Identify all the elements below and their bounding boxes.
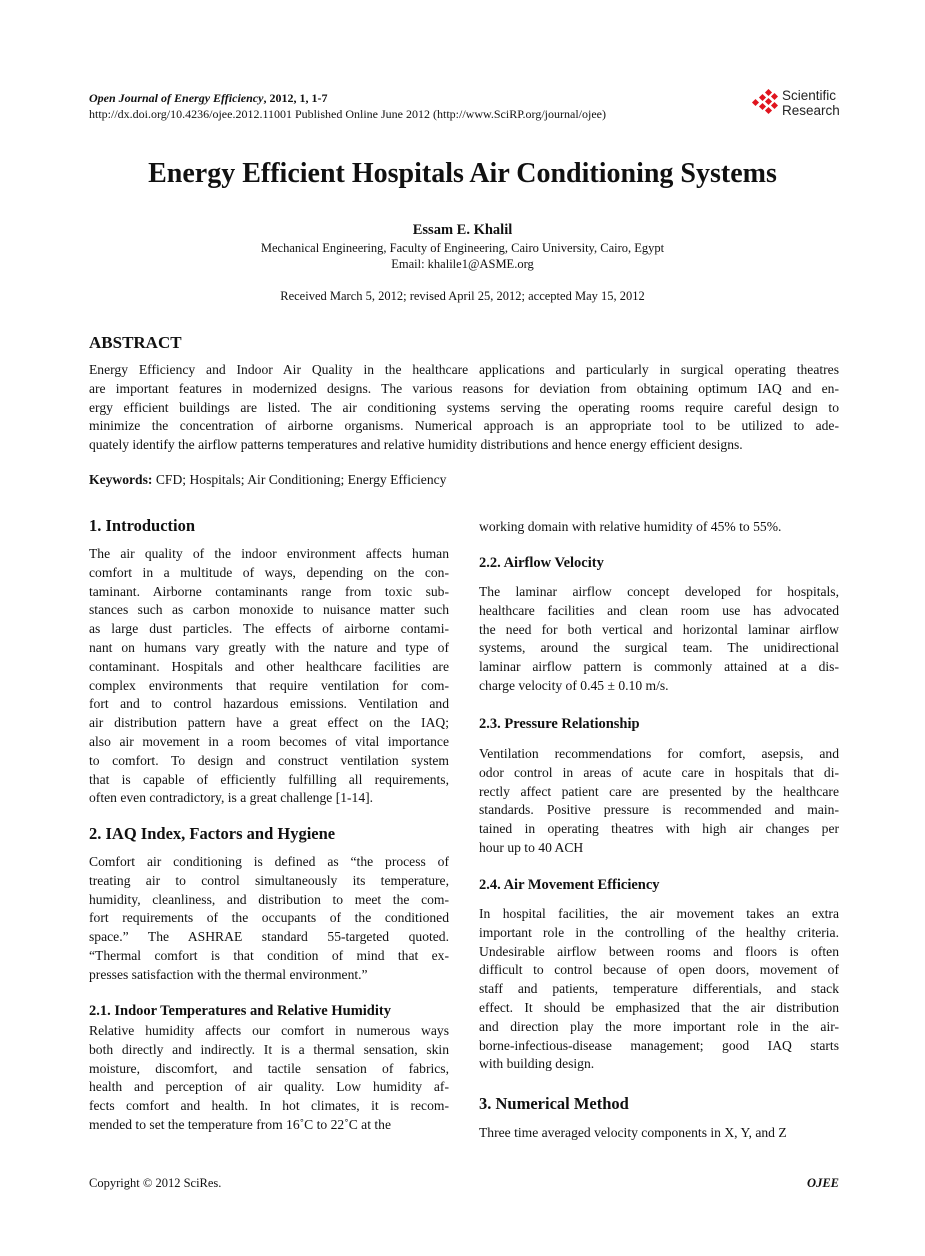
section-2-body	[89, 853, 449, 985]
text-line: difficult to control because of open doors, movement of	[479, 962, 839, 978]
text-line: borne-infectious-disease management; good IAQ starts	[479, 1037, 839, 1053]
text-line: mended to set the temperature from 16˚C to 22˚C at the	[89, 1116, 391, 1132]
text-line: rectly affect patient care are presented by the healthcare	[479, 783, 839, 799]
text-line: effect. It should be emphasized that the air distribution	[479, 999, 839, 1015]
text-line: important role in the controlling of the healthy criteria.	[479, 924, 839, 940]
logo-diamonds-icon	[750, 89, 778, 117]
text-line: standards. Positive pressure is recommended and main-	[479, 802, 839, 818]
text-line: taminant. Airborne contaminants range from toxic sub-	[89, 583, 449, 599]
text-line: stances such as carbon monoxide to nuisance matter such	[89, 602, 449, 618]
author: Essam E. Khalil	[412, 222, 513, 238]
text-line: odor control in areas of acute care in hospitals that di-	[479, 764, 839, 780]
text-line: The laminar airflow concept developed for hospitals,	[479, 584, 839, 599]
email[interactable]: Email: khalile1@ASME.org	[391, 257, 534, 271]
keywords-label: Keywords:	[89, 472, 153, 487]
section-1-heading: 1. Introduction	[89, 516, 196, 535]
text-line: moisture, discomfort, and tactile sensation of fabrics,	[89, 1060, 449, 1076]
text-line: both directly and indirectly. It is a thermal sensation, skin	[89, 1041, 449, 1057]
journal-name: Open Journal of Energy Efficiency	[89, 91, 264, 105]
text-line: Ventilation recommendations for comfort, asepsis, and	[479, 746, 839, 761]
dates: Received March 5, 2012; revised April 25, 2012; accepted May 15, 2012	[280, 289, 645, 303]
text-line: also air movement in a room becomes of vital importance	[89, 733, 449, 749]
journal-info: , 2012, 1, 1-7	[263, 91, 328, 105]
logo-line2: Research	[782, 103, 840, 118]
text-line: fort and to control hazardous emissions. Ventilation and	[89, 696, 449, 712]
section-2-2-body	[479, 583, 839, 696]
text-line: comfort in a multitude of ways, depending on the con-	[89, 564, 449, 580]
section-3-heading: 3. Numerical Method	[479, 1094, 629, 1113]
text-line: treating air to control simultaneously its temperature,	[89, 872, 449, 888]
text-line: minimize the concentration of airborne organisms. Numerical approach is an appropriate tool to be utilized to ade-	[89, 418, 839, 434]
text-line: the need for both vertical and horizontal laminar airflow	[479, 621, 839, 637]
text-line: with building design.	[479, 1056, 595, 1072]
text-line: Comfort air conditioning is defined as “the process of	[89, 854, 449, 869]
text-line: humidity, cleanliness, and distribution to meet the com-	[89, 891, 449, 907]
publisher-logo	[750, 88, 840, 118]
text-line: Relative humidity affects our comfort in numerous ways	[89, 1023, 449, 1038]
section-3-body	[479, 1124, 839, 1143]
text-line: fects comfort and health. In hot climates, it is recom-	[89, 1098, 449, 1114]
section-2-1-continued	[479, 518, 839, 537]
affiliation: Mechanical Engineering, Faculty of Engineering, Cairo University, Cairo, Egypt	[260, 241, 665, 255]
text-line: laminar airflow pattern is commonly attained at a dis-	[479, 659, 839, 675]
text-line: air distribution pattern have a great effect on the IAQ;	[89, 715, 449, 731]
text-line: contaminant. Hospitals and other healthcare facilities are	[89, 658, 449, 674]
text-line: Energy Efficiency and Indoor Air Quality in the healthcare applications and particularly in surgical operating theatres	[89, 362, 839, 377]
paper-title: Energy Efficient Hospitals Air Conditioning Systems	[148, 158, 777, 189]
text-line: that is capable of efficiently fulfilling all requirements,	[89, 771, 449, 787]
keywords	[89, 471, 839, 490]
section-1-body	[89, 545, 449, 808]
section-2-1-heading: 2.1. Indoor Temperatures and Relative Humidity	[89, 1003, 391, 1019]
text-line: quately identify the airflow patterns temperatures and relative humidity distributions and hence energy efficient designs.	[89, 437, 743, 453]
abstract-body	[89, 361, 839, 455]
footer-journal: OJEE	[807, 1176, 839, 1190]
section-2-heading: 2. IAQ Index, Factors and Hygiene	[89, 824, 336, 843]
section-2-3-body	[479, 745, 839, 858]
footer-copyright: Copyright © 2012 SciRes.	[89, 1176, 222, 1190]
section-2-4-heading: 2.4. Air Movement Efficiency	[479, 877, 660, 893]
text-line: working domain with relative humidity of 45% to 55%.	[479, 519, 782, 534]
text-line: In hospital facilities, the air movement takes an extra	[479, 906, 839, 921]
text-line: health and perception of air quality. Low humidity af-	[89, 1079, 449, 1095]
text-line: hour up to 40 ACH	[479, 839, 584, 855]
text-line: ergy efficient buildings are listed. The air conditioning systems serving the operating rooms require careful design to	[89, 399, 839, 415]
text-line: staff and patients, temperature differentials, and stack	[479, 981, 839, 997]
text-line: often even contradictory, is a great challenge [1-14].	[89, 790, 374, 806]
text-line: “Thermal comfort is that condition of mind that ex-	[89, 947, 449, 963]
abstract-heading: ABSTRACT	[89, 333, 182, 352]
journal-citation	[89, 90, 327, 106]
text-line: Undesirable airflow between rooms and floors is often	[479, 943, 839, 959]
text-line: and direction play the more important role in the air-	[479, 1018, 839, 1034]
text-line: Three time averaged velocity components in X, Y, and Z	[479, 1125, 787, 1140]
keywords-list: CFD; Hospitals; Air Conditioning; Energy Efficiency	[152, 472, 447, 487]
section-2-3-heading: 2.3. Pressure Relationship	[479, 716, 640, 732]
text-line: presses satisfaction with the thermal environment.”	[89, 966, 368, 982]
text-line: systems, around the surgical team. The unidirectional	[479, 640, 839, 656]
logo-line1: Scientific	[782, 88, 837, 103]
doi-line[interactable]: http://dx.doi.org/10.4236/ojee.2012.11001 Published Online June 2012 (http://www.SciRP.org/journal/ojee)	[89, 107, 606, 121]
text-line: to comfort. To design and construct ventilation system	[89, 752, 449, 768]
text-line: charge velocity of 0.45 ± 0.10 m/s.	[479, 677, 669, 693]
text-line: The air quality of the indoor environment affects human	[89, 546, 449, 561]
text-line: fort requirements of the occupants of the conditioned	[89, 910, 449, 926]
text-line: healthcare facilities and clean room use has advocated	[479, 602, 839, 618]
section-2-4-body	[479, 905, 839, 1074]
text-line: complex environments that require ventilation for com-	[89, 677, 449, 693]
text-line: are important features in modernized designs. The various reasons for deviation from obtaining optimum IAQ and en-	[89, 380, 839, 396]
text-line: nant on humans vary greatly with the nature and type of	[89, 639, 449, 655]
text-line: as large dust particles. The effects of airborne contami-	[89, 621, 449, 637]
text-line: tained in operating theatres with high air changes per	[479, 821, 839, 837]
section-2-1-body	[89, 1021, 449, 1134]
text-line: space.” The ASHRAE standard 55-targeted quoted.	[89, 929, 449, 945]
section-2-2-heading: 2.2. Airflow Velocity	[479, 555, 604, 571]
